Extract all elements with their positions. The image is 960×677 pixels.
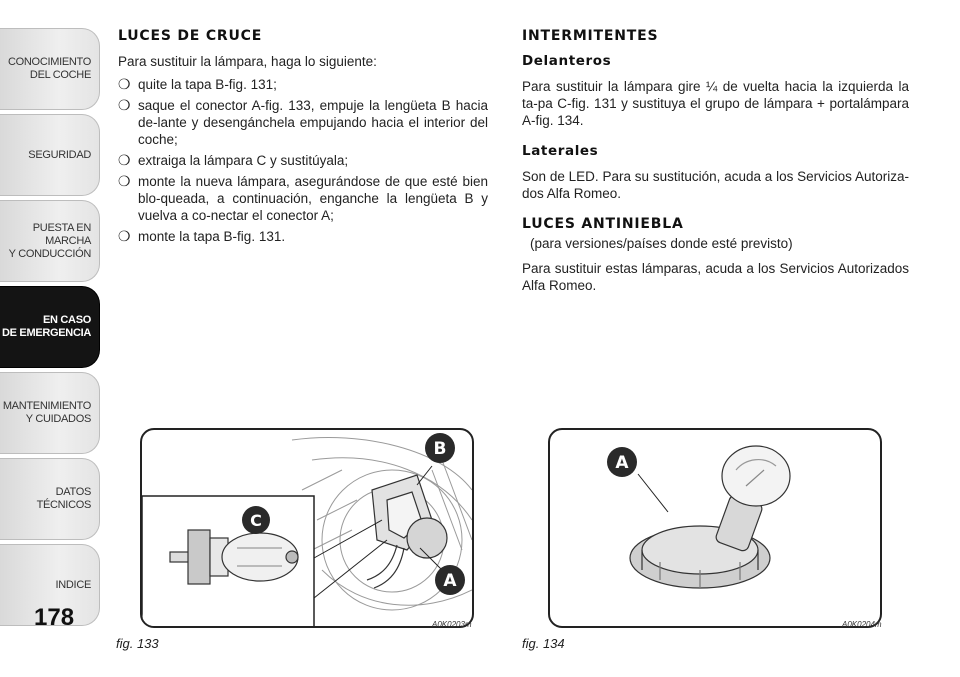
tab-label: MANTENIMIENTO Y CUIDADOS <box>2 400 91 425</box>
steps-list <box>118 76 488 245</box>
headlamp-illustration <box>142 430 472 626</box>
tab-label: PUESTA EN MARCHA Y CONDUCCIÓN <box>8 221 91 260</box>
section-title-luces-antiniebla: LUCES ANTINIEBLA <box>522 216 684 232</box>
bulb-holder-a <box>630 446 790 588</box>
fig-133-caption: fig. 133 <box>116 636 159 651</box>
figure-134 <box>548 428 882 628</box>
subheading-delanteros: Delanteros <box>522 53 612 69</box>
tab-datos-tecnicos[interactable] <box>0 458 100 540</box>
tab-conocimiento-del-coche[interactable] <box>0 28 100 110</box>
label-a: A <box>615 453 629 473</box>
figure-133 <box>140 428 474 628</box>
tab-label: EN CASO DE EMERGENCIA <box>2 314 91 339</box>
tab-label: DATOS TÉCNICOS <box>36 486 91 511</box>
section-title-luces-de-cruce: LUCES DE CRUCE <box>118 28 263 44</box>
tab-puesta-en-marcha[interactable] <box>0 200 100 282</box>
right-column <box>522 28 909 300</box>
bullet-icon: ❍ <box>118 76 131 92</box>
bullet-icon: ❍ <box>118 152 131 168</box>
tab-seguridad[interactable] <box>0 114 100 196</box>
fig-134-code: A0K0204m <box>842 620 882 629</box>
intro-text: Para sustituir la lámpara, haga lo siguiente: <box>118 54 377 69</box>
side-text: Son de LED. Para su sustitución, acuda a los Servicios Autoriza-dos Alfa Romeo. <box>522 169 909 201</box>
list-item: ❍ extraiga la lámpara C y sustitúyala; <box>118 152 349 168</box>
tab-label: CONOCIMIENTO DEL COCHE <box>8 56 91 81</box>
subheading-laterales: Laterales <box>522 143 599 159</box>
fig-133-code: A0K0203m <box>432 620 472 629</box>
label-c: C <box>250 511 262 530</box>
fog-text: Para sustituir estas lámparas, acuda a los Servicios Autorizados Alfa Romeo. <box>522 261 909 293</box>
page-number: 178 <box>34 604 75 631</box>
bulb-holder-illustration <box>550 430 880 626</box>
bullet-icon: ❍ <box>118 173 131 189</box>
tab-en-caso-de-emergencia[interactable] <box>0 286 100 368</box>
label-a: A <box>443 571 457 591</box>
fig-134-caption: fig. 134 <box>522 636 565 651</box>
tab-label: INDICE <box>55 578 91 591</box>
section-title-intermitentes: INTERMITENTES <box>522 28 659 44</box>
list-item: ❍ monte la tapa B-fig. 131. <box>118 228 286 244</box>
connector-assembly <box>367 475 447 588</box>
left-column <box>118 28 488 249</box>
list-item: ❍ saque el conector A-fig. 133, empuje la lengüeta B hacia de-lante y desengánchela empujando hacia el interior del coche; <box>118 97 488 147</box>
list-item: ❍ quite la tapa B-fig. 131; <box>118 76 277 92</box>
tab-mantenimiento[interactable] <box>0 372 100 454</box>
label-b: B <box>433 439 447 459</box>
bullet-icon: ❍ <box>118 97 131 113</box>
list-item: ❍ monte la nueva lámpara, asegurándose de que esté bien blo-queada, a continuación, enganche la lengüeta B y vuelva a co-nectar el conector A; <box>118 173 488 223</box>
front-text: Para sustituir la lámpara gire ¼ de vuelta hacia la izquierda la ta-pa C-fig. 131 y sustituya el grupo de lámpara + portalámpara A-fig. 134. <box>522 79 909 128</box>
tab-label: SEGURIDAD <box>28 148 91 161</box>
fog-note: (para versiones/países donde esté previsto) <box>530 236 793 251</box>
bullet-icon: ❍ <box>118 228 131 244</box>
